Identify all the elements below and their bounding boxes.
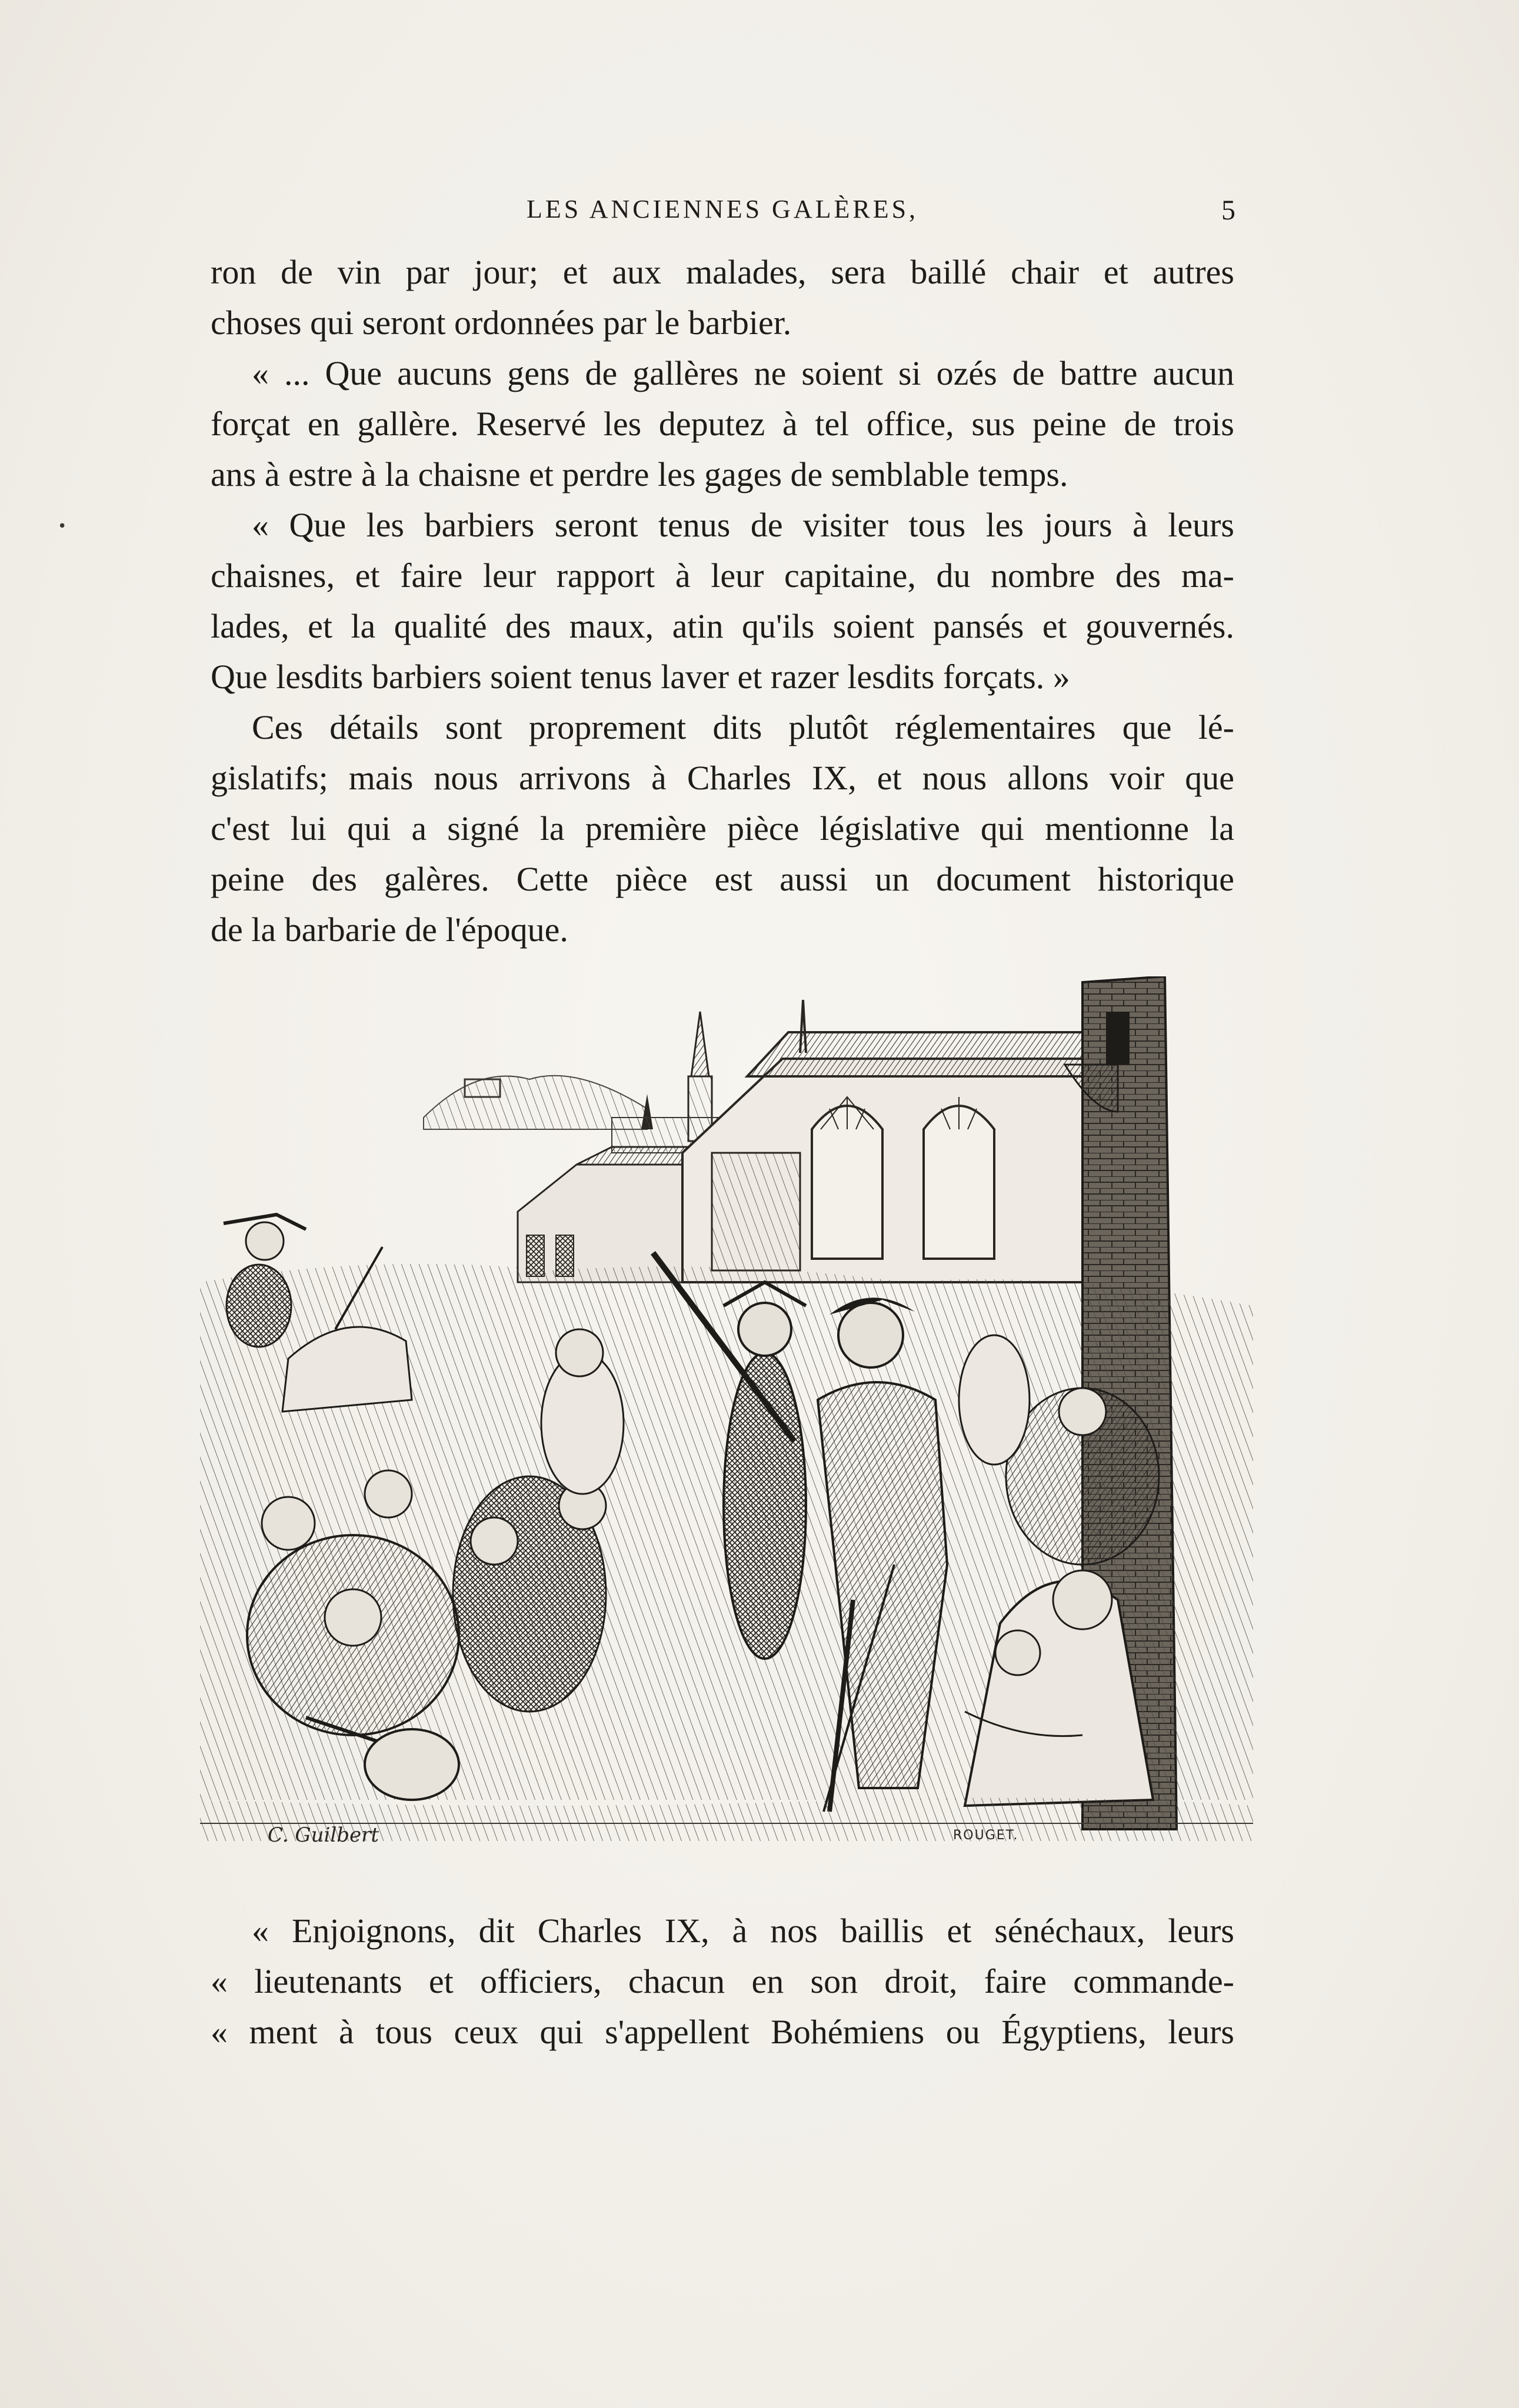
text-line: forçat en gallère. Reservé les deputez à tel office, sus peine de trois (211, 405, 1234, 443)
engraving-drawing (200, 976, 1253, 1841)
text-line: ans à estre à la chaisne et perdre les gages de semblable temps. (211, 455, 1068, 493)
horseman (226, 1265, 291, 1347)
text-line: « Que les barbiers seront tenus de visiter tous les jours à leurs (252, 506, 1234, 544)
page-number: 5 (1221, 195, 1235, 226)
text-line: ron de vin par jour; et aux malades, sera baillé chair et autres (211, 253, 1234, 291)
engraver-signature: ROUGET. (953, 1828, 1019, 1843)
engraving-illustration (200, 976, 1253, 1841)
text-line: choses qui seront ordonnées par le barbier. (211, 303, 792, 342)
text-line: c'est lui qui a signé la première pièce législative qui mentionne la (211, 809, 1234, 848)
text-line: « Enjoignons, dit Charles IX, à nos baillis et sénéchaux, leurs (252, 1912, 1234, 1950)
artist-signature: C. Guilbert (268, 1823, 379, 1847)
text-line: « lieutenants et officiers, chacun en son droit, faire commande- (211, 1962, 1234, 2000)
body-text-bottom (211, 1906, 1234, 2057)
text-line: gislatifs; mais nous arrivons à Charles IX, et nous allons voir que (211, 759, 1234, 797)
church-spire (691, 1012, 709, 1076)
text-line: chaisnes, et faire leur rapport à leur capitaine, du nombre des ma- (211, 556, 1234, 595)
text-line: Que lesdits barbiers soient tenus laver et razer lesdits forçats. » (211, 658, 1070, 696)
text-line: « ... Que aucuns gens de gallères ne soient si ozés de battre aucun (252, 354, 1234, 392)
running-head: LES ANCIENNES GALÈRES, (526, 195, 919, 224)
text-line: de la barbarie de l'époque. (211, 910, 568, 949)
lute (365, 1729, 459, 1800)
margin-mark: • (58, 518, 67, 535)
body-text-top (211, 247, 1234, 955)
hall-roof (747, 1032, 1094, 1076)
text-line: lades, et la qualité des maux, atin qu'ils soient pansés et gouvernés. (211, 607, 1234, 645)
text-line: « ment à tous ceux qui s'appellent Bohémiens ou Égyptiens, leurs (211, 2013, 1234, 2051)
text-line: peine des galères. Cette pièce est aussi un document historique (211, 860, 1234, 898)
text-line: Ces détails sont proprement dits plutôt réglementaires que lé- (252, 708, 1234, 746)
